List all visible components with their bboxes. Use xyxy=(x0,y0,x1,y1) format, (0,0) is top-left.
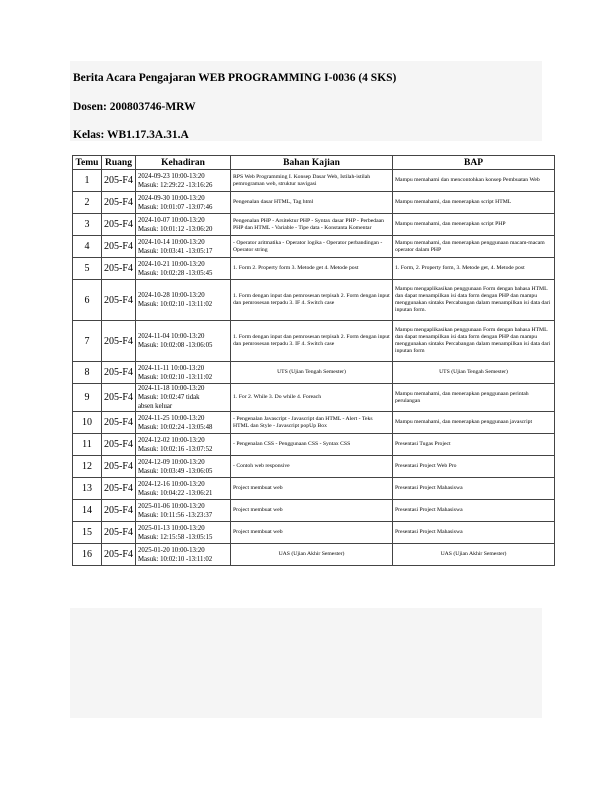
attendance-text: Masuk: 10:02:10 -13:11:02 xyxy=(138,301,213,308)
attendance-text: Masuk: 10:01:07 -13:07:46 xyxy=(138,203,213,211)
table-row xyxy=(73,412,555,434)
bap-cell: UTS (Ujian Tengah Semester) xyxy=(393,362,555,384)
meeting-number: 11 xyxy=(73,434,102,456)
material-cell: - Pengenalan CSS - Penggunaan CSS - Syntax CSS xyxy=(231,434,393,456)
table-row xyxy=(73,544,555,566)
schedule-text: 2024-12-02 10:00-13:20 xyxy=(138,436,205,444)
attendance-cell xyxy=(136,412,231,434)
bap-cell: UAS (Ujian Akhir Semester) xyxy=(393,544,555,566)
meeting-number: 2 xyxy=(73,192,102,214)
attendance-text: Masuk: 10:02:24 -13:05:48 xyxy=(138,423,213,431)
material-cell: - Pengenalan Javascript - Javascript dan HTML - Alert - Teks HTML dan Style - Javascript popUp Box xyxy=(231,412,393,434)
bap-cell: Mampu mengaplikasikan penggunaan Form dengan bahasa HTML dan dapat menampilkan isi data form dengan PHP dan mampu menggunakan sintaks Percabangan dalam menampilkan isi data dari inputan form xyxy=(393,321,555,362)
schedule-text: 2024-10-07 10:00-13:20 xyxy=(138,216,205,224)
meeting-number: 5 xyxy=(73,258,102,280)
attendance-cell xyxy=(136,522,231,544)
bap-cell: Presentasi Tugas Project xyxy=(393,434,555,456)
bap-cell: Presentasi Project Mahasiswa xyxy=(393,478,555,500)
col-header-bahan-kajian: Bahan Kajian xyxy=(231,156,393,170)
room-cell: 205-F4 xyxy=(102,170,136,192)
schedule-text: 2024-09-30 10:00-13:20 xyxy=(138,194,205,202)
schedule-text: 2024-11-18 10:00-13:20 xyxy=(138,385,205,392)
table-row xyxy=(73,214,555,236)
material-cell: Project membuat web xyxy=(231,500,393,522)
room-cell: 205-F4 xyxy=(102,258,136,280)
bap-cell: Mampu memahami, dan menerapkan script PHP xyxy=(393,214,555,236)
material-cell: UAS (Ujian Akhir Semester) xyxy=(231,544,393,566)
meeting-number: 14 xyxy=(73,500,102,522)
meeting-number: 8 xyxy=(73,362,102,384)
attendance-text: Masuk: 10:11:56 -13:23:37 xyxy=(138,511,213,519)
meeting-number: 1 xyxy=(73,170,102,192)
table-row xyxy=(73,362,555,384)
attendance-cell xyxy=(136,478,231,500)
table-row xyxy=(73,434,555,456)
attendance-cell xyxy=(136,321,231,362)
attendance-cell xyxy=(136,214,231,236)
attendance-cell xyxy=(136,434,231,456)
schedule-text: 2024-10-14 10:00-13:20 xyxy=(138,238,205,246)
meeting-number: 7 xyxy=(73,321,102,362)
attendance-text: Masuk: 10:02:08 -13:06:05 xyxy=(138,342,213,349)
room-cell: 205-F4 xyxy=(102,280,136,321)
material-cell: - Contoh web responsive xyxy=(231,456,393,478)
attendance-table xyxy=(72,155,555,566)
room-cell: 205-F4 xyxy=(102,214,136,236)
attendance-text: Masuk: 12:29:22 -13:16:26 xyxy=(138,181,213,189)
schedule-text: 2024-11-04 10:00-13:20 xyxy=(138,333,205,340)
meeting-number: 12 xyxy=(73,456,102,478)
room-cell: 205-F4 xyxy=(102,478,136,500)
schedule-text: 2024-12-16 10:00-13:20 xyxy=(138,480,205,488)
room-cell: 205-F4 xyxy=(102,384,136,412)
room-cell: 205-F4 xyxy=(102,500,136,522)
room-cell: 205-F4 xyxy=(102,412,136,434)
meeting-number: 6 xyxy=(73,280,102,321)
attendance-text: Masuk: 10:02:16 -13:07:52 xyxy=(138,445,213,453)
attendance-text: Masuk: 10:02:28 -13:05:45 xyxy=(138,269,213,277)
bap-cell: Mampu memahami, dan menerapkan penggunaan javascript xyxy=(393,412,555,434)
attendance-cell xyxy=(136,170,231,192)
attendance-cell xyxy=(136,544,231,566)
room-cell: 205-F4 xyxy=(102,522,136,544)
table-row xyxy=(73,456,555,478)
bap-cell: Mampu memahami, dan menerapkan script HTML xyxy=(393,192,555,214)
table-row xyxy=(73,384,555,412)
schedule-text: 2025-01-13 10:00-13:20 xyxy=(138,524,205,532)
material-cell: UTS (Ujian Tengah Semester) xyxy=(231,362,393,384)
bap-cell: 1. Form, 2. Property form, 3. Metode get, 4. Metode post xyxy=(393,258,555,280)
table-row xyxy=(73,500,555,522)
attendance-text: Masuk: 10:02:10 -13:11:02 xyxy=(138,555,213,563)
attendance-text: Masuk: 10:04:22 -13:06:21 xyxy=(138,489,213,497)
room-cell: 205-F4 xyxy=(102,192,136,214)
table-row xyxy=(73,478,555,500)
attendance-cell xyxy=(136,456,231,478)
bap-cell: Mampu memahami, dan menerapkan penggunaan macam-macam operator dalam PHP xyxy=(393,236,555,258)
document-header xyxy=(70,61,542,141)
schedule-text: 2024-11-11 10:00-13:20 xyxy=(138,364,205,372)
material-cell: Project membuat web xyxy=(231,478,393,500)
meeting-number: 15 xyxy=(73,522,102,544)
material-cell: 1. Form dengan input dan pemrosesan terpisah 2. Form dengan input dan pemrosesan terpadu 3. IF 4. Switch case xyxy=(231,280,393,321)
attendance-text: Masuk: 12:15:58 -13:05:15 xyxy=(138,533,213,541)
document-title: Berita Acara Pengajaran WEB PROGRAMMING I-0036 (4 SKS) xyxy=(73,72,397,84)
col-header-kehadiran: Kehadiran xyxy=(136,156,231,170)
attendance-cell xyxy=(136,192,231,214)
bap-cell: Presentasi Project Mahasiswa xyxy=(393,522,555,544)
table-row xyxy=(73,522,555,544)
attendance-text: Masuk: 10:02:47 tidak absen keluar xyxy=(138,394,200,410)
material-cell: 1. Form 2. Property form 3. Metode get 4. Metode post xyxy=(231,258,393,280)
table-row xyxy=(73,236,555,258)
schedule-text: 2024-10-28 10:00-13:20 xyxy=(138,292,205,299)
table-body xyxy=(73,170,555,566)
table-row xyxy=(73,192,555,214)
material-cell: 1. For 2. While 3. Do while 4. Foreach xyxy=(231,384,393,412)
attendance-cell xyxy=(136,280,231,321)
material-cell: 1. Form dengan input dan pemrosesan terpisah 2. Form dengan input dan pemrosesan terpadu 3. IF 4. Switch case xyxy=(231,321,393,362)
bap-cell: Presentasi Project Mahasiswa xyxy=(393,500,555,522)
room-cell: 205-F4 xyxy=(102,544,136,566)
table-row xyxy=(73,321,555,362)
bap-cell: Mampu memahami, dan menerapkan penggunaan perintah perulangan xyxy=(393,384,555,412)
material-cell: Project membuat web xyxy=(231,522,393,544)
attendance-cell xyxy=(136,362,231,384)
schedule-text: 2025-01-06 10:00-13:20 xyxy=(138,502,205,510)
meeting-number: 4 xyxy=(73,236,102,258)
table-row xyxy=(73,170,555,192)
material-cell: - Operator aritmatika - Operator logika - Operator perbandingan - Operator string xyxy=(231,236,393,258)
material-cell: Pengenalan dasar HTML, Tag html xyxy=(231,192,393,214)
meeting-number: 3 xyxy=(73,214,102,236)
meeting-number: 9 xyxy=(73,384,102,412)
room-cell: 205-F4 xyxy=(102,434,136,456)
meeting-number: 13 xyxy=(73,478,102,500)
room-cell: 205-F4 xyxy=(102,321,136,362)
meeting-number: 10 xyxy=(73,412,102,434)
col-header-bap: BAP xyxy=(393,156,555,170)
table-header-row xyxy=(73,156,555,170)
bap-cell: Mampu memahami dan mencontohkan konsep Pembuatan Web xyxy=(393,170,555,192)
attendance-text: Masuk: 10:03:49 -13:06:05 xyxy=(138,467,213,475)
attendance-cell xyxy=(136,236,231,258)
col-header-temu: Temu xyxy=(73,156,102,170)
attendance-cell xyxy=(136,384,231,412)
table-row xyxy=(73,258,555,280)
bap-cell: Mampu mengaplikasikan penggunaan Form dengan bahasa HTML dan dapat menampilkan isi data form dengan PHP dan mampu menggunakan sintaks Percabangan dalam menampilkan isi data dari inputan form. xyxy=(393,280,555,321)
col-header-ruang: Ruang xyxy=(102,156,136,170)
room-cell: 205-F4 xyxy=(102,362,136,384)
schedule-text: 2025-01-20 10:00-13:20 xyxy=(138,546,205,554)
material-cell: RPS Web Programming I. Konsep Dasar Web, Istilah-istilah pemrograman web, struktur navigasi xyxy=(231,170,393,192)
class-line: Kelas: WB1.17.3A.31.A xyxy=(73,129,189,141)
attendance-cell xyxy=(136,500,231,522)
schedule-text: 2024-09-23 10:00-13:20 xyxy=(138,172,205,180)
schedule-text: 2024-11-25 10:00-13:20 xyxy=(138,414,205,422)
footer-area xyxy=(70,608,542,718)
attendance-text: Masuk: 10:02:10 -13:11:02 xyxy=(138,373,213,381)
table-row xyxy=(73,280,555,321)
room-cell: 205-F4 xyxy=(102,236,136,258)
attendance-cell xyxy=(136,258,231,280)
attendance-text: Masuk: 10:01:12 -13:06:20 xyxy=(138,225,213,233)
material-cell: Pengenalan PHP - Arsitektur PHP - Syntax dasar PHP - Perbedaan PHP dan HTML - Variable - Tipe data - Konstanta Komentar xyxy=(231,214,393,236)
room-cell: 205-F4 xyxy=(102,456,136,478)
attendance-text: Masuk: 10:03:41 -13:05:17 xyxy=(138,247,213,255)
meeting-number: 16 xyxy=(73,544,102,566)
bap-cell: Presentasi Project Web Pro xyxy=(393,456,555,478)
lecturer-line: Dosen: 200803746-MRW xyxy=(73,101,196,113)
schedule-text: 2024-12-09 10:00-13:20 xyxy=(138,458,205,466)
schedule-text: 2024-10-21 10:00-13:20 xyxy=(138,260,205,268)
